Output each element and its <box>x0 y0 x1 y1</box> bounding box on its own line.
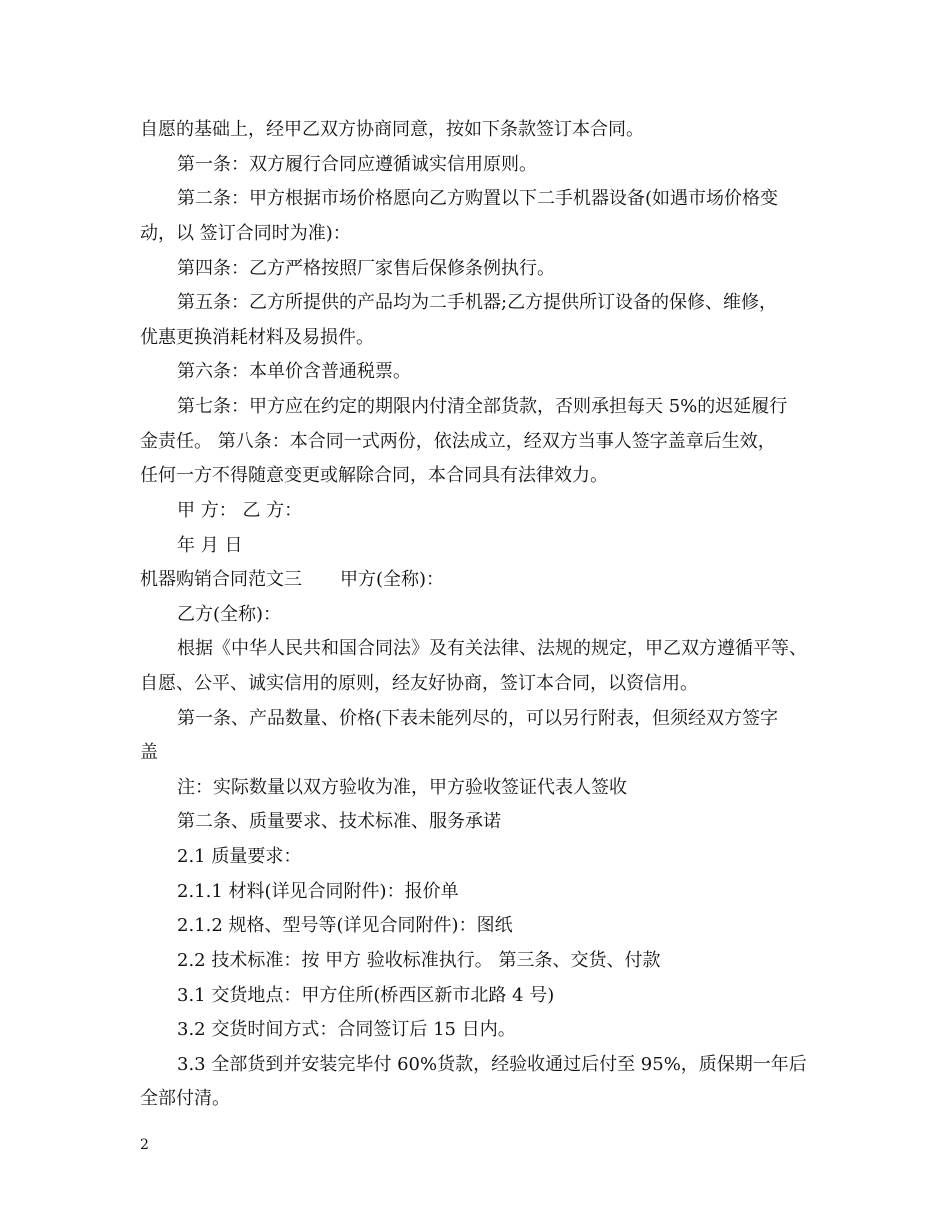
text-line: 任何一方不得随意变更或解除合同，本合同具有法律效力。 <box>140 465 608 486</box>
text-line: 动，以 签订合同时为准)： <box>140 223 351 244</box>
text-line: 盖 <box>140 742 158 763</box>
note: 注：实际数量以双方验收为准，甲方验收签证代表人签收 <box>177 777 627 798</box>
clause-6: 第六条：本单价含普通税票。 <box>177 361 411 382</box>
item-3-1: 3.1 交货地点：甲方住所(桥西区新市北路 4 号) <box>177 985 555 1006</box>
article-1: 第一条、产品数量、价格(下表未能列尽的，可以另行附表，但须经双方签字 <box>177 708 779 729</box>
text-line: 优惠更换消耗材料及易损件。 <box>140 327 374 348</box>
text-line: 金责任。 第八条：本合同一式两份，依法成立，经双方当事人签字盖章后生效， <box>140 431 776 452</box>
text-line: 全部付清。 <box>140 1088 230 1109</box>
section-title: 机器购销合同范文三 <box>140 569 302 590</box>
item-3-2: 3.2 交货时间方式：合同签订后 15 日内。 <box>177 1019 516 1040</box>
preamble: 根据《中华人民共和国合同法》及有关法律、法规的规定，甲乙双方遵循平等、 <box>177 638 807 659</box>
clause-2: 第二条：甲方根据市场价格愿向乙方购置以下二手机器设备(如遇市场价格变 <box>177 188 779 209</box>
signature-parties: 甲 方： 乙 方： <box>177 500 303 521</box>
clause-1: 第一条：双方履行合同应遵循诚实信用原则。 <box>177 154 537 175</box>
item-2-2: 2.2 技术标准：按 甲方 验收标准执行。 第三条、交货、付款 <box>177 950 661 971</box>
article-2: 第二条、质量要求、技术标准、服务承诺 <box>177 811 501 832</box>
clause-4: 第四条：乙方严格按照厂家售后保修条例执行。 <box>177 258 555 279</box>
item-2-1-1: 2.1.1 材料(详见合同附件)：报价单 <box>177 881 459 902</box>
item-2-1: 2.1 质量要求： <box>177 846 302 867</box>
party-a-label: 甲方(全称)： <box>340 569 445 590</box>
signature-date: 年 月 日 <box>177 535 243 556</box>
section-heading-line <box>140 567 444 593</box>
party-b-label: 乙方(全称)： <box>177 604 282 625</box>
item-3-3: 3.3 全部货到并安装完毕付 60%货款，经验收通过后付至 95%，质保期一年后 <box>177 1054 807 1075</box>
clause-7: 第七条：甲方应在约定的期限内付清全部货款，否则承担每天 5%的迟延履行 <box>177 396 788 417</box>
text-line: 自愿的基础上，经甲乙双方协商同意，按如下条款签订本合同。 <box>140 119 644 140</box>
item-2-1-2: 2.1.2 规格、型号等(详见合同附件)：图纸 <box>177 915 513 936</box>
clause-5: 第五条：乙方所提供的产品均为二手机器;乙方提供所订设备的保修、维修， <box>177 292 778 313</box>
text-line: 自愿、公平、诚实信用的原则，经友好协商，签订本合同，以资信用。 <box>140 673 698 694</box>
page-number: 2 <box>140 1137 149 1153</box>
